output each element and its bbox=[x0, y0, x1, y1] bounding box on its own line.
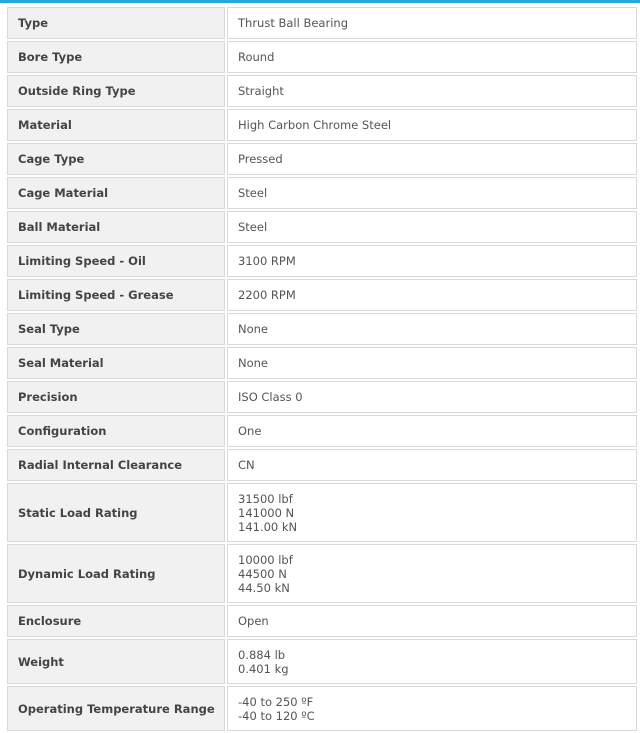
table-row bbox=[7, 483, 637, 542]
spec-value-line: 2200 RPM bbox=[238, 288, 296, 302]
table-row bbox=[7, 245, 637, 277]
spec-value-line: Pressed bbox=[238, 152, 283, 166]
table-row bbox=[7, 415, 637, 447]
spec-value bbox=[227, 415, 637, 447]
spec-label: Seal Type bbox=[7, 313, 225, 345]
spec-label: Operating Temperature Range bbox=[7, 686, 225, 731]
spec-label: Bore Type bbox=[7, 41, 225, 73]
spec-value-line: 0.401 kg bbox=[238, 661, 289, 676]
spec-value-line: 44500 N bbox=[238, 566, 287, 581]
spec-value-line: One bbox=[238, 424, 262, 438]
spec-value bbox=[227, 449, 637, 481]
spec-value-line: -40 to 120 ºC bbox=[238, 708, 315, 723]
spec-value bbox=[227, 639, 637, 684]
spec-value bbox=[227, 245, 637, 277]
spec-value-line: 44.50 kN bbox=[238, 580, 290, 595]
spec-label: Static Load Rating bbox=[7, 483, 225, 542]
spec-label: Limiting Speed - Oil bbox=[7, 245, 225, 277]
spec-value bbox=[227, 347, 637, 379]
spec-value bbox=[227, 75, 637, 107]
table-row bbox=[7, 109, 637, 141]
spec-label: Ball Material bbox=[7, 211, 225, 243]
table-row bbox=[7, 347, 637, 379]
table-row bbox=[7, 313, 637, 345]
spec-label: Seal Material bbox=[7, 347, 225, 379]
spec-table bbox=[5, 5, 639, 733]
top-accent-bar bbox=[0, 0, 640, 3]
spec-value bbox=[227, 7, 637, 39]
spec-value bbox=[227, 483, 637, 542]
table-row bbox=[7, 544, 637, 603]
spec-value-line: 3100 RPM bbox=[238, 254, 296, 268]
spec-value-line: Steel bbox=[238, 220, 268, 234]
spec-label: Precision bbox=[7, 381, 225, 413]
spec-label: Configuration bbox=[7, 415, 225, 447]
spec-value bbox=[227, 544, 637, 603]
spec-value-line: Steel bbox=[238, 186, 268, 200]
spec-value bbox=[227, 41, 637, 73]
spec-value bbox=[227, 313, 637, 345]
spec-label: Material bbox=[7, 109, 225, 141]
spec-label: Weight bbox=[7, 639, 225, 684]
table-row bbox=[7, 7, 637, 39]
spec-value bbox=[227, 686, 637, 731]
table-row bbox=[7, 41, 637, 73]
spec-value-line: 141.00 kN bbox=[238, 519, 298, 534]
spec-value-line: 31500 lbf bbox=[238, 491, 293, 506]
table-row bbox=[7, 75, 637, 107]
spec-label: Radial Internal Clearance bbox=[7, 449, 225, 481]
table-row bbox=[7, 686, 637, 731]
spec-value bbox=[227, 381, 637, 413]
spec-value-line: None bbox=[238, 322, 269, 336]
spec-value-line: Open bbox=[238, 614, 269, 628]
table-row bbox=[7, 605, 637, 637]
table-row bbox=[7, 381, 637, 413]
table-row bbox=[7, 279, 637, 311]
table-row bbox=[7, 639, 637, 684]
spec-label: Limiting Speed - Grease bbox=[7, 279, 225, 311]
spec-value-line: 0.884 lb bbox=[238, 647, 286, 662]
spec-value-line: ISO Class 0 bbox=[238, 390, 303, 404]
spec-value-line: 10000 lbf bbox=[238, 552, 293, 567]
spec-value bbox=[227, 143, 637, 175]
spec-label: Cage Material bbox=[7, 177, 225, 209]
spec-value-line: -40 to 250 ºF bbox=[238, 694, 314, 709]
table-row bbox=[7, 211, 637, 243]
spec-value bbox=[227, 211, 637, 243]
spec-value bbox=[227, 279, 637, 311]
spec-value-line: Straight bbox=[238, 84, 284, 98]
table-row bbox=[7, 177, 637, 209]
spec-value bbox=[227, 177, 637, 209]
spec-value-line: CN bbox=[238, 458, 255, 472]
spec-label: Type bbox=[7, 7, 225, 39]
spec-value bbox=[227, 109, 637, 141]
spec-label: Dynamic Load Rating bbox=[7, 544, 225, 603]
spec-value-line: High Carbon Chrome Steel bbox=[238, 118, 392, 132]
spec-value-line: None bbox=[238, 356, 269, 370]
table-row bbox=[7, 143, 637, 175]
spec-value-line: Round bbox=[238, 50, 275, 64]
spec-value bbox=[227, 605, 637, 637]
spec-label: Outside Ring Type bbox=[7, 75, 225, 107]
spec-label: Enclosure bbox=[7, 605, 225, 637]
spec-label: Cage Type bbox=[7, 143, 225, 175]
spec-value-line: 141000 N bbox=[238, 505, 295, 520]
table-row bbox=[7, 449, 637, 481]
spec-value-line: Thrust Ball Bearing bbox=[238, 16, 348, 30]
